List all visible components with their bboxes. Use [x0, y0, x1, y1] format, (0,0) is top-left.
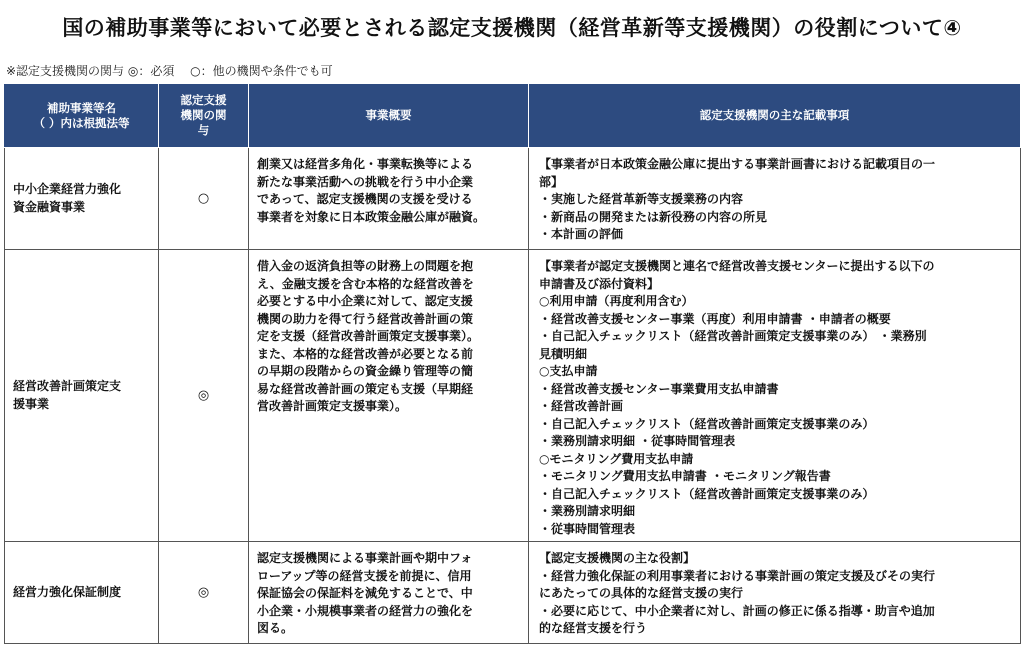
header-line: 補助事業等名 — [47, 100, 116, 115]
text-line: ・業務別請求明細 ・従事時間管理表 — [539, 434, 736, 448]
program-name — [5, 542, 159, 644]
text-line: 図る。 — [257, 621, 294, 635]
involvement-mark: ○ — [159, 148, 249, 250]
text-line: 【事業者が認定支援機関と連名で経営改善支援センターに提出する以下の — [539, 259, 935, 273]
text-line: 事業者を対象に日本政策金融公庫が融資。 — [257, 209, 486, 224]
text-line: ○モニタリング費用支払申請 — [539, 451, 694, 466]
table-header-row — [5, 84, 1021, 148]
text-line: 経営改善計画策定支 — [13, 379, 122, 393]
text-line: 保証協会の保証料を減免することで、中 — [257, 586, 473, 600]
text-line: 部】 — [539, 174, 564, 189]
text-line: また、本格的な経営改善が必要となる前 — [257, 346, 474, 361]
header-involvement — [159, 84, 249, 148]
text-line: ○支払申請 — [539, 364, 598, 378]
text-line: の早期の段階からの資金繰り管理等の簡 — [257, 364, 474, 378]
involvement-mark: ◎ — [159, 250, 249, 542]
program-name — [5, 250, 159, 542]
text-line: え、金融支援を含む本格的な経営改善を — [257, 276, 474, 291]
text-line: ・自己記入チェックリスト（経営改善計画策定支援事業のみ） — [539, 486, 875, 501]
text-line: ・従事時間管理表 — [539, 521, 636, 536]
text-line: 援事業 — [13, 396, 50, 411]
text-line: ・経営力強化保証の利用事業者における事業計画の策定支援及びその実行 — [539, 568, 936, 583]
text-line: ・経営改善計画 — [539, 399, 624, 413]
header-line: 与 — [197, 123, 210, 137]
text-line: ・経営改善支援センター事業費用支払申請書 — [539, 381, 779, 396]
text-line: 経営力強化保証制度 — [13, 584, 122, 599]
table-row — [5, 250, 1021, 542]
text-line: ・必要に応じて、中小企業者に対し、計画の修正に係る指導・助言や追加 — [539, 603, 935, 618]
text-line: 中小企業経営力強化 — [13, 182, 122, 196]
text-line: 資金融資事業 — [13, 199, 86, 214]
text-line: ・本計画の評価 — [539, 227, 624, 241]
header-line: （ ）内は根拠法等 — [33, 115, 130, 130]
text-line: 借入金の返済負担等の財務上の問題を抱 — [257, 259, 474, 273]
text-line: ○利用申請（再度利用含む） — [539, 294, 694, 308]
text-line: 的な経営支援を行う — [539, 621, 648, 635]
header-description-items: 認定支援機関の主な記載事項 — [529, 84, 1021, 148]
header-line: 機関の関 — [180, 108, 227, 122]
page-title: 国の補助事業等において必要とされる認定支援機関（経営革新等支援機関）の役割について④ — [62, 16, 962, 40]
involvement-mark: ◎ — [159, 542, 249, 644]
text-line: であって、認定支援機関の支援を受ける — [257, 192, 473, 206]
text-line: 易な経営改善計画の策定も支援（早期経 — [257, 381, 474, 396]
text-line: 定を支援（経営改善計画策定支援事業）。 — [257, 329, 480, 343]
header-line: 認定支援 — [180, 93, 227, 107]
text-line: 必要とする中小企業に対して、認定支援 — [257, 294, 473, 308]
text-line: ・モニタリング費用支払申請書 ・モニタリング報告書 — [539, 469, 831, 483]
program-summary — [249, 542, 529, 644]
text-line: 営改善計画策定支援事業）。 — [257, 399, 408, 413]
text-line: ・自己記入チェックリスト（経営改善計画策定支援事業のみ） ・業務別 — [539, 329, 927, 343]
table-row — [5, 542, 1021, 644]
program-summary — [249, 250, 529, 542]
text-line: にあたっての具体的な経営支援の実行 — [539, 586, 744, 600]
text-line: 見積明細 — [539, 346, 588, 361]
program-summary — [249, 148, 529, 250]
text-line: ・経営改善支援センター事業（再度）利用申請書 ・申請者の概要 — [539, 311, 891, 326]
text-line: 小企業・小規模事業者の経営力の強化を — [257, 603, 474, 618]
text-line: ・業務別請求明細 — [539, 504, 636, 518]
table-row — [5, 148, 1021, 250]
text-line: 【認定支援機関の主な役割】 — [539, 551, 696, 565]
text-line: 認定支援機関による事業計画や期中フォ — [257, 551, 473, 565]
program-name — [5, 148, 159, 250]
text-line: ・実施した経営革新等支援業務の内容 — [539, 192, 744, 206]
required-items — [529, 148, 1021, 250]
legend-note: ※認定支援機関の関与 ◎：必須 ○：他の機関や条件でも可 — [6, 64, 333, 78]
text-line: ローアップ等の経営支援を前提に、信用 — [257, 568, 472, 583]
text-line: ・新商品の開発または新役務の内容の所見 — [539, 209, 768, 224]
required-items — [529, 250, 1021, 542]
header-program-name — [5, 84, 159, 148]
text-line: 新たな事業活動への挑戦を行う中小企業 — [257, 174, 474, 189]
support-role-table — [4, 83, 1021, 644]
required-items — [529, 542, 1021, 644]
header-overview: 事業概要 — [249, 84, 529, 148]
text-line: 機関の助力を得て行う経営改善計画の策 — [257, 311, 474, 326]
text-line: 創業又は経営多角化・事業転換等による — [257, 157, 474, 171]
text-line: 申請書及び添付資料】 — [539, 276, 660, 291]
text-line: ・自己記入チェックリスト（経営改善計画策定支援事業のみ） — [539, 416, 875, 431]
text-line: 【事業者が日本政策金融公庫に提出する事業計画書における記載項目の一 — [539, 157, 936, 171]
